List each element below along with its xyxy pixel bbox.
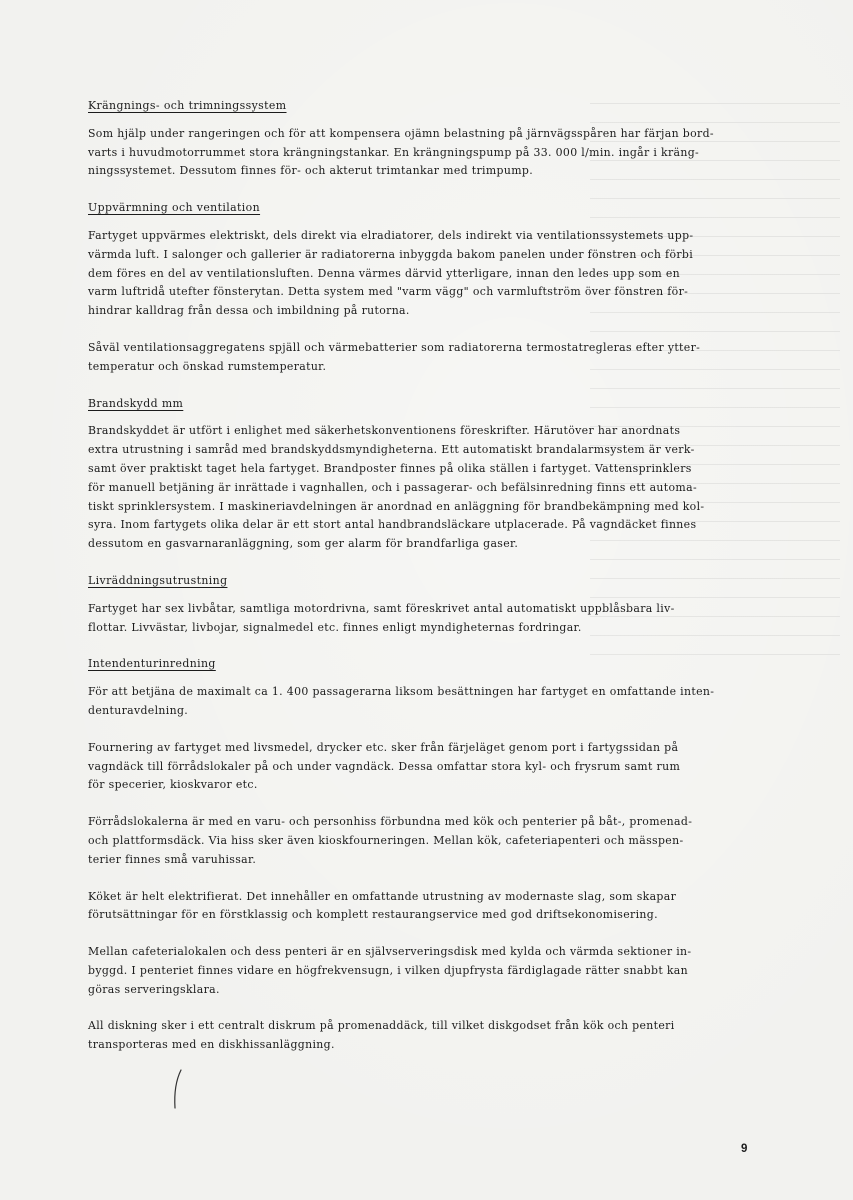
- paragraph: Fournering av fartyget med livsmedel, drycker etc. sker från färjeläget genom port i fartygssidan på vagndäck till förrådslokaler på och under vagndäck. Dessa omfattar stora kyl- och frysrum samt rum för specerier, kioskvaror etc.: [88, 740, 681, 792]
- section-heading: Uppvärmning och ventilation: [88, 201, 261, 215]
- paragraph: Fartyget uppvärmes elektriskt, dels direkt via elradiatorer, dels indirekt via ventilationssystemets upp- värmda luft. I salonger och gallerier är radiatorerna inbyggda bakom panelen under fönstren och förbi dem föres en del av ventilationsluften. Denna värmes därvid ytterligare, innan den ledes upp som en varm luftridå utefter fönsterytan. Detta system med "varm vägg" och varmluftström över fönstren för- hindrar kalldrag från dessa och imbildning på rutorna.: [88, 228, 694, 318]
- section-brandskydd: [88, 395, 768, 554]
- paragraph: Som hjälp under rangeringen och för att kompensera ojämn belastning på järnvägsspåren har färjan bord- varts i huvudmotorrummet stora krängningstankar. En krängningspump på 33. 000 l/min. ingår i kräng- ningssystemet. Dessutom finnes för- och akterut trimtankar med trimpump.: [88, 126, 714, 178]
- section-heading: Intendenturinredning: [88, 657, 216, 671]
- paragraph: Köket är helt elektrifierat. Det innehåller en omfattande utrustning av modernaste slag, som skapar förutsättningar för en förstklassig och komplett restaurangservice med god driftsekonomisering.: [88, 889, 677, 922]
- paragraph: Förrådslokalerna är med en varu- och personhiss förbundna med kök och penterier på båt-, promenad- och plattformsdäck. Via hiss sker även kioskfourneringen. Mellan kök, cafeteriapenteri och mässpen- terier finnes små varuhissar.: [88, 815, 693, 866]
- pen-mark: [171, 1068, 185, 1110]
- paragraph: All diskning sker i ett centralt diskrum på promenaddäck, till vilket diskgodset från kök och penteri transporteras med en diskhissanläggning.: [88, 1019, 675, 1052]
- section-heading: Livräddningsutrustning: [88, 573, 228, 587]
- paragraph: För att betjäna de maximalt ca 1. 400 passagerarna liksom besättningen har fartyget en omfattande inten- denturavdelning.: [88, 685, 715, 717]
- paragraph: Fartyget har sex livbåtar, samtliga motordrivna, samt föreskrivet antal automatiskt uppblåsbara liv- flottar. Livvästar, livbojar, signalmedel etc. finnes enligt myndigheternas fordringar.: [88, 601, 675, 634]
- section-heading: Brandskydd mm: [88, 396, 184, 410]
- section-intendentur: [88, 655, 768, 1055]
- page-number: 9: [741, 1143, 748, 1155]
- section-livraddning: [88, 572, 768, 637]
- section-uppvarmning: [88, 199, 768, 376]
- document-body: [88, 97, 768, 1073]
- paragraph: Mellan cafeterialokalen och dess penteri är en självserveringsdisk med kylda och värmda sektioner in- byggd. I penteriet finnes vidare en högfrekvensugn, i vilken djupfrysta färdiglagade rätter snabbt kan göras serveringsklara.: [88, 945, 692, 996]
- paragraph: Brandskyddet är utfört i enlighet med säkerhetskonventionens föreskrifter. Härutöver har anordnats extra utrustning i samråd med brandskyddsmyndigheterna. Ett automatiskt brandalarmsystem är verk- samt över praktiskt taget hela fartyget. Brandposter finnes på olika ställen i fartyget. Vattensprinklers för manuell betjäning är inrättade i vagnhallen, och i passagerar- och befälsinredning finns ett automa- tiskt sprinklersystem. I maskineriavdelningen är anordnad en anläggning för brandbekämpning med kol- syra. Inom fartygets olika delar är ett stort antal handbrandsläckare utplacerade. På vagndäcket finnes dessutom en gasvarnaranläggning, som ger alarm för brandfarliga gaser.: [88, 424, 705, 551]
- paragraph: Såväl ventilationsaggregatens spjäll och värmebatterier som radiatorerna termostatregleras efter ytter- temperatur och önskad rumstemperatur.: [88, 340, 701, 373]
- section-krangning: [88, 97, 768, 181]
- section-heading: Krängnings- och trimningssystem: [88, 99, 287, 112]
